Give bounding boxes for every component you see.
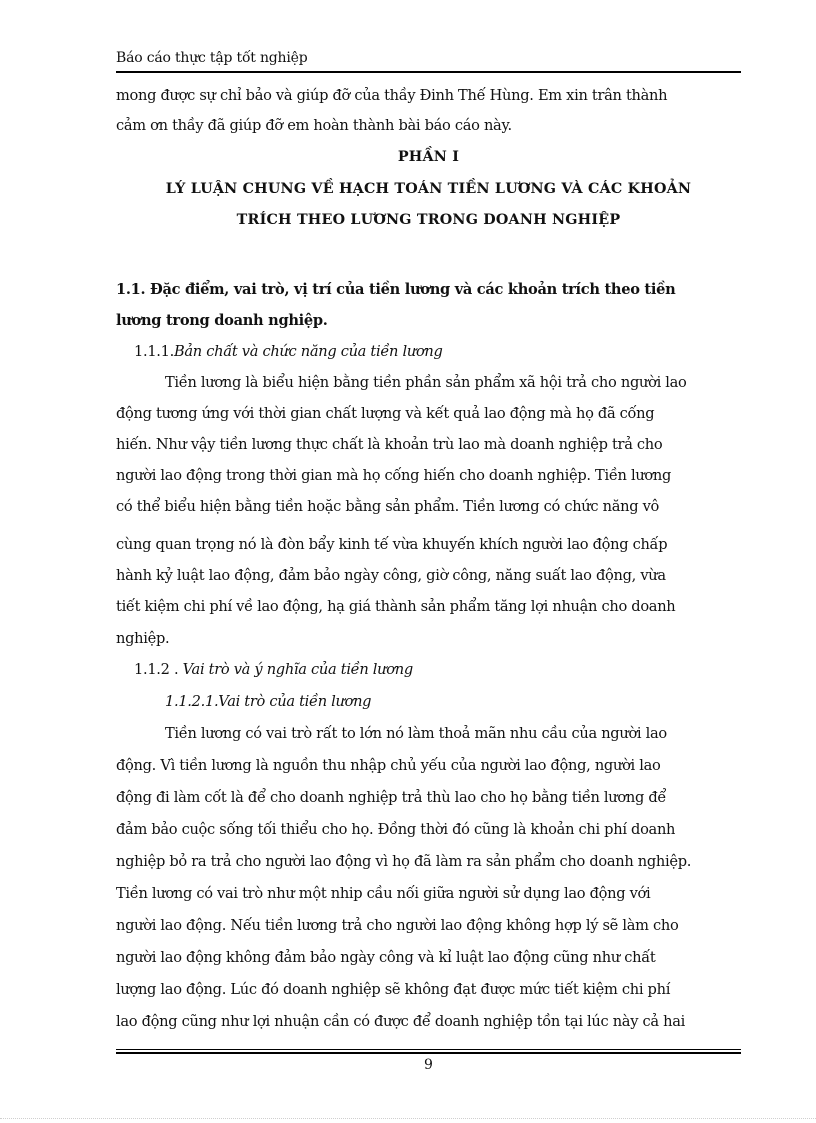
- paragraph-line: động tương ứng với thời gian chất lượng và kết quả lao động mà họ đã cống: [116, 405, 655, 422]
- subsection-number: 1.1.1.: [134, 343, 174, 360]
- paragraph-line: đảm bảo cuộc sống tối thiểu cho họ. Đồng thời đó cũng là khoản chi phí doanh: [116, 821, 676, 838]
- paragraph-line: lao động cũng như lợi nhuận cần có được để doanh nghiệp tồn tại lúc này cả hai: [116, 1013, 685, 1030]
- subsection-heading-1-1-1: [134, 343, 443, 360]
- paragraph-line: nghiệp.: [116, 630, 170, 647]
- continuation-line: cảm ơn thầy đã giúp đỡ em hoàn thành bài báo cáo này.: [116, 117, 512, 134]
- section-heading-1-1: lương trong doanh nghiệp.: [116, 312, 328, 329]
- paragraph-line: Tiền lương có vai trò như một nhip cầu nối giữa người sử dụng lao động với: [116, 885, 651, 902]
- paragraph-line: người lao động. Nếu tiền lương trả cho người lao động không hợp lý sẽ làm cho: [116, 917, 679, 934]
- section-heading-1-1: 1.1. Đặc điểm, vai trò, vị trí của tiền lương và các khoản trích theo tiền: [116, 281, 676, 298]
- subsection-title: Vai trò và ý nghĩa của tiền lương: [182, 661, 413, 678]
- paragraph-line: cùng quan trọng nó là đòn bẩy kinh tế vừa khuyến khích người lao động chấp: [116, 536, 668, 553]
- page-edge-divider: [0, 1118, 816, 1119]
- subsubsection-heading-1-1-2-1: 1.1.2.1.Vai trò của tiền lương: [165, 693, 372, 710]
- paragraph-line: tiết kiệm chi phí về lao động, hạ giá thành sản phẩm tăng lợi nhuận cho doanh: [116, 598, 676, 615]
- paragraph-line: lượng lao động. Lúc đó doanh nghiệp sẽ không đạt được mức tiết kiệm chi phí: [116, 981, 671, 998]
- running-header: Báo cáo thực tập tốt nghiệp: [116, 50, 308, 66]
- paragraph-line: người lao động trong thời gian mà họ cống hiến cho doanh nghiệp. Tiền lương: [116, 467, 672, 484]
- continuation-line: mong được sự chỉ bảo và giúp đỡ của thầy Đinh Thế Hùng. Em xin trân thành: [116, 87, 668, 104]
- paragraph-line: Tiền lương là biểu hiện bằng tiền phần sản phẩm xã hội trả cho người lao: [165, 374, 687, 391]
- part-title-line: TRÍCH THEO LƯƠNG TRONG DOANH NGHIỆP: [236, 212, 621, 228]
- paragraph-line: người lao động không đảm bảo ngày công và kỉ luật lao động cũng như chất: [116, 949, 656, 966]
- footer-rule-top: [116, 1049, 741, 1050]
- page-number: 9: [424, 1057, 433, 1073]
- subsection-title: Bản chất và chức năng của tiền lương: [173, 343, 443, 360]
- header-rule: [116, 71, 741, 73]
- paragraph-line: động đi làm cốt là để cho doanh nghiệp trả thù lao cho họ bằng tiền lương để: [116, 789, 667, 806]
- footer-rule-bottom: [116, 1052, 741, 1054]
- paragraph-line: Tiền lương có vai trò rất to lớn nó làm thoả mãn nhu cầu của người lao: [165, 725, 667, 742]
- part-heading: PHẦN I: [397, 149, 460, 165]
- subsection-number: 1.1.2 .: [134, 661, 179, 678]
- paragraph-line: hành kỷ luật lao động, đảm bảo ngày công, giờ công, năng suất lao động, vừa: [116, 567, 666, 584]
- paragraph-line: nghiệp bỏ ra trả cho người lao động vì họ đã làm ra sản phẩm cho doanh nghiệp.: [116, 853, 692, 870]
- part-title-line: LÝ LUẬN CHUNG VỀ HẠCH TOÁN TIỀN LƯƠNG VÀ CÁC KHOẢN: [165, 181, 692, 197]
- paragraph-line: động. Vì tiền lương là nguồn thu nhập chủ yếu của người lao động, người lao: [116, 757, 661, 774]
- paragraph-line: hiến. Như vậy tiền lương thực chất là khoản trù lao mà doanh nghiệp trả cho: [116, 436, 663, 453]
- paragraph-line: có thể biểu hiện bằng tiền hoặc bằng sản phẩm. Tiền lương có chức năng vô: [116, 498, 660, 515]
- subsection-heading-1-1-2: [134, 661, 413, 678]
